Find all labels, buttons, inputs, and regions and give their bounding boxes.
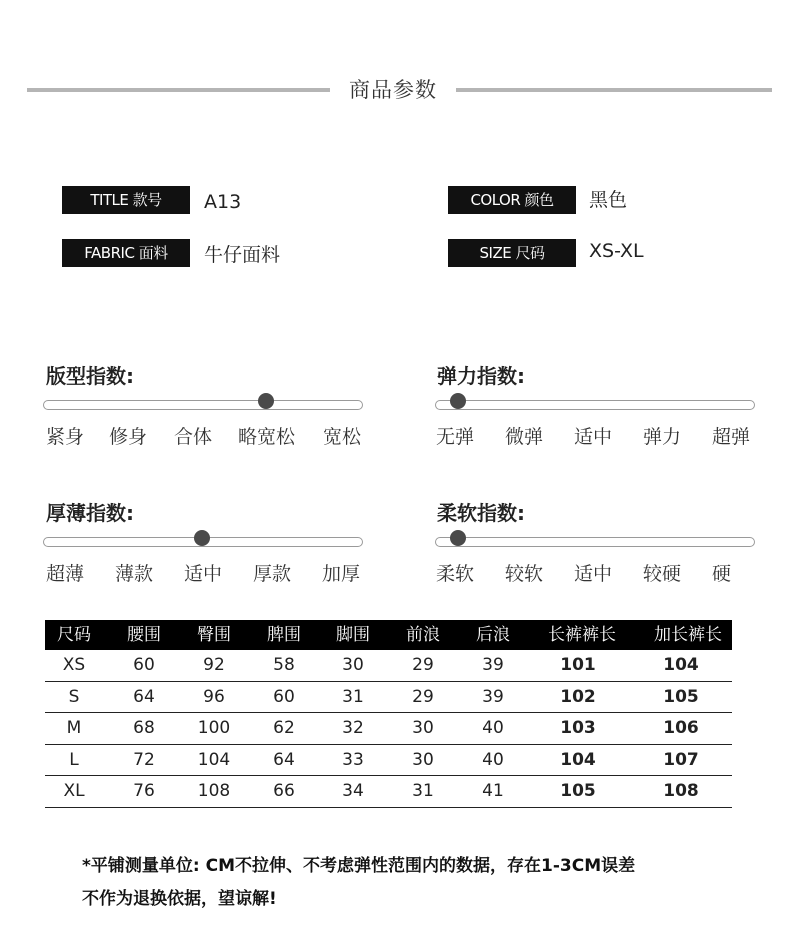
table-cell: 40 [482,718,504,738]
measurement-note-line2: 不作为退换依据，望谅解! [82,889,277,909]
table-cell: 40 [482,749,504,770]
table-cell: 64 [273,749,295,770]
table-cell: 34 [342,781,364,801]
table-cell: L [69,749,79,770]
table-header-cell: 脾围 [267,625,301,645]
table-cell: 102 [560,686,596,707]
fit-level: 合体 [174,426,213,448]
table-cell: 29 [412,686,434,707]
table-cell: 108 [197,781,231,801]
table-cell: 64 [133,686,155,707]
thickness-level: 适中 [184,563,223,585]
elasticity-level: 无弹 [436,426,475,448]
fit-level: 宽松 [323,426,362,448]
elasticity-level: 超弹 [712,426,751,448]
color-value: 黑色 [589,189,628,211]
header-line-right [456,88,772,92]
softness-level: 柔软 [436,563,475,585]
thickness-level: 薄款 [115,563,154,585]
table-cell: 104 [197,749,231,770]
elasticity-level: 适中 [574,426,613,448]
softness-level: 硬 [712,563,732,585]
softness-index-track [435,537,755,547]
table-cell: 29 [412,655,434,675]
table-cell: 62 [273,718,295,738]
table-cell: 32 [342,718,364,738]
table-cell: 103 [560,718,596,738]
table-cell: 107 [663,749,699,770]
table-header-cell: 尺码 [57,625,91,645]
table-cell: 76 [133,781,155,801]
softness-index-title: 柔软指数: [437,501,525,525]
table-cell: 96 [203,686,225,707]
table-cell: 30 [412,718,434,738]
table-cell: 39 [482,655,504,675]
fabric-label: FABRIC 面料 [62,239,190,267]
table-cell: S [68,686,80,707]
fabric-value: 牛仔面料 [204,244,281,266]
elasticity-index-title: 弹力指数: [437,364,525,388]
title-label: TITLE 款号 [62,186,190,214]
table-cell: 72 [133,749,155,770]
table-cell: XL [63,781,85,801]
thickness-level: 厚款 [253,563,292,585]
table-cell: 31 [412,781,434,801]
table-cell: M [66,718,82,738]
softness-level: 较硬 [643,563,682,585]
table-cell: 60 [273,686,295,707]
table-cell: 100 [197,718,231,738]
table-header-cell: 前浪 [406,625,440,645]
measurement-note-line1: *平铺测量单位: CM不拉伸、不考虑弹性范围内的数据，存在1-3CM误差 [82,856,636,876]
thickness-index-knob [194,530,210,546]
elasticity-index-knob [450,393,466,409]
fit-index-title: 版型指数: [46,364,134,388]
table-cell: XS [62,655,86,675]
title-value: A13 [204,191,242,213]
softness-index-knob [450,530,466,546]
softness-level: 适中 [574,563,613,585]
header-line-left [27,88,330,92]
table-header-cell: 后浪 [476,625,510,645]
table-cell: 104 [663,655,699,675]
thickness-level: 加厚 [322,563,361,585]
table-cell: 92 [203,655,225,675]
fit-index-knob [258,393,274,409]
table-cell: 101 [560,655,596,675]
fit-level: 略宽松 [238,426,296,448]
section-title: 商品参数 [349,78,437,102]
elasticity-level: 弹力 [643,426,682,448]
fit-level: 修身 [109,426,148,448]
size-label: SIZE 尺码 [448,239,576,267]
table-cell: 30 [342,655,364,675]
table-cell: 60 [133,655,155,675]
table-cell: 104 [560,749,596,770]
thickness-index-title: 厚薄指数: [46,501,134,525]
size-value: XS-XL [589,240,644,262]
table-header-cell: 臀围 [197,625,231,645]
table-cell: 41 [482,781,504,801]
color-label: COLOR 颜色 [448,186,576,214]
table-cell: 106 [663,718,699,738]
thickness-level: 超薄 [46,563,85,585]
table-cell: 30 [412,749,434,770]
table-cell: 31 [342,686,364,707]
table-cell: 68 [133,718,155,738]
elasticity-index-track [435,400,755,410]
table-header-cell: 长裤裤长 [548,625,616,645]
table-cell: 108 [663,781,699,801]
fit-level: 紧身 [46,426,85,448]
table-cell: 39 [482,686,504,707]
table-cell: 58 [273,655,295,675]
softness-level: 较软 [505,563,544,585]
table-header-cell: 脚围 [336,625,370,645]
table-cell: 66 [273,781,295,801]
table-header-cell: 腰围 [127,625,161,645]
fit-index-track [43,400,363,410]
table-header-cell: 加长裤长 [654,625,722,645]
table-cell: 33 [342,749,364,770]
elasticity-level: 微弹 [505,426,544,448]
table-cell: 105 [560,781,596,801]
table-cell: 105 [663,686,699,707]
table-row-divider [45,807,732,808]
